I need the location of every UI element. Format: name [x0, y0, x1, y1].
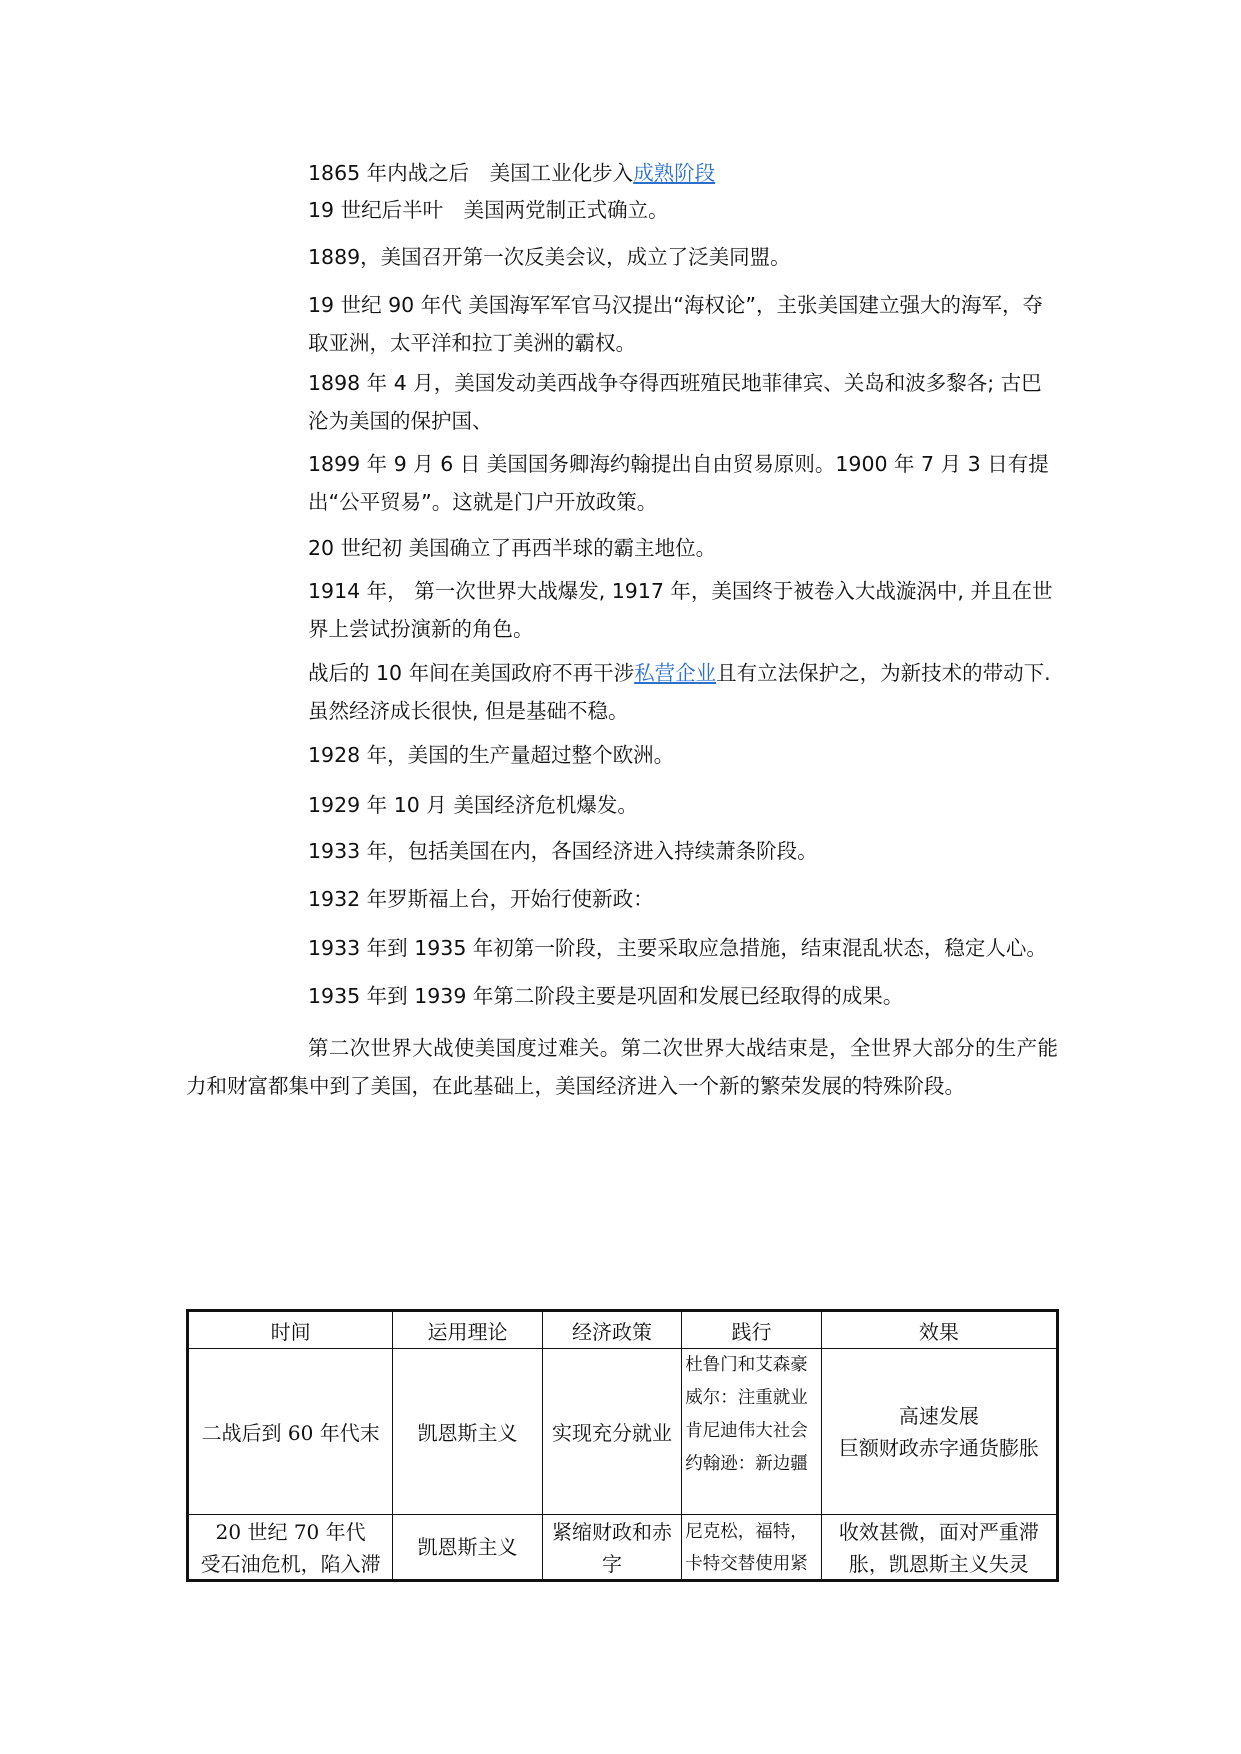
paragraph-1914 [308, 572, 1060, 648]
paragraph-1898 [308, 364, 1060, 440]
header-time: 时间 [188, 1311, 393, 1349]
paragraph-text: 1933 年到 1935 年初第一阶段，主要采取应急措施，结束混乱状态，稳定人心。 [308, 936, 1047, 960]
cell-theory: 凯恩斯主义 [393, 1515, 542, 1581]
paragraph-text: 1933 年，包括美国在内，各国经济进入持续萧条阶段。 [308, 839, 818, 863]
paragraph-text: 19 世纪后半叶 美国两党制正式确立。 [308, 198, 669, 222]
practice-line: 杜鲁门和艾森豪 [685, 1355, 808, 1375]
header-theory: 运用理论 [393, 1311, 542, 1349]
paragraph-text: 19 世纪 90 年代 美国海军军官马汉提出“海权论”，主张美国建立强大的海军，夺取亚洲，太平洋和拉丁美洲的霸权。 [308, 293, 1043, 355]
cell-policy: 实现充分就业 [542, 1349, 682, 1515]
table-row [188, 1349, 1058, 1515]
policy-line: 紧缩财政和赤 [552, 1520, 672, 1544]
paragraph-1933-1935 [308, 929, 1060, 967]
paragraph-closing: 第二次世界大战使美国度过难关。第二次世界大战结束是，全世界大部分的生产能力和财富都集中到了美国，在此基础上，美国经济进入一个新的繁荣发展的特殊阶段。 [186, 1036, 1058, 1098]
cell-policy [542, 1515, 682, 1581]
practice-line: 卡特交替使用紧 [685, 1554, 808, 1574]
paragraph-text: 1935 年到 1939 年第二阶段主要是巩固和发展已经取得的成果。 [308, 984, 904, 1008]
paragraph-1932 [308, 880, 1060, 918]
paragraph-1928 [308, 736, 1060, 774]
paragraph-1865 [308, 154, 1060, 192]
paragraph-text: 战后的 10 年间在美国政府不再干涉 [308, 661, 635, 685]
paragraph-1933 [308, 832, 1060, 870]
paragraph-text: 1932 年罗斯福上台，开始行使新政： [308, 887, 654, 911]
cell-effect [821, 1349, 1057, 1515]
practice-line: 约翰逊：新边疆 [685, 1454, 808, 1474]
policy-line: 字 [602, 1552, 622, 1576]
table-header-row [188, 1311, 1058, 1349]
paragraph-postwar [308, 654, 1060, 730]
paragraph-20th-century [308, 529, 1060, 567]
paragraph-1889 [308, 238, 1060, 276]
time-line: 受石油危机，陷入滞 [200, 1552, 381, 1576]
table-row [188, 1515, 1058, 1581]
header-policy: 经济政策 [542, 1311, 682, 1349]
practice-line: 威尔：注重就业 [685, 1388, 808, 1408]
paragraph-1890s [308, 286, 1060, 362]
paragraph-text: 1899 年 9 月 6 日 美国国务卿海约翰提出自由贸易原则。1900 年 7 月 3 日有提出“公平贸易”。这就是门户开放政策。 [308, 452, 1049, 514]
practice-line: 尼克松，福特， [685, 1522, 808, 1542]
cell-practice [682, 1515, 822, 1581]
effect-line: 高速发展 [898, 1403, 979, 1428]
paragraph-text: 1914 年， 第一次世界大战爆发, 1917 年，美国终于被卷入大战漩涡中, 并且在世界上尝试扮演新的角色。 [308, 579, 1053, 641]
paragraph-1935-1939 [308, 977, 1060, 1015]
header-practice: 践行 [682, 1311, 822, 1349]
effect-line: 收效甚微，面对严重滞 [838, 1520, 1039, 1544]
paragraph-19th-century [308, 191, 1060, 229]
cell-time [188, 1515, 393, 1581]
paragraph-text: 且有立法保护之，为新技术的带动下. 虽然经济成长很快, 但是基础不稳。 [308, 661, 1051, 723]
time-line: 20 世纪 70 年代 [215, 1520, 366, 1544]
paragraph-text: 20 世纪初 美国确立了再西半球的霸主地位。 [308, 536, 717, 560]
paragraph-text: 1929 年 10 月 美国经济危机爆发。 [308, 793, 638, 817]
link-private-enterprise[interactable]: 私营企业 [634, 661, 717, 685]
header-effect: 效果 [821, 1311, 1057, 1349]
cell-time: 二战后到 60 年代末 [188, 1349, 393, 1515]
paragraph-text: 1928 年，美国的生产量超过整个欧洲。 [308, 743, 675, 767]
paragraph-text: 1865 年内战之后 美国工业化步入 [308, 161, 634, 185]
paragraph-text: 1898 年 4 月，美国发动美西战争夺得西班殖民地菲律宾、关岛和波多黎各; 古巴沦为美国的保护国、 [308, 371, 1042, 433]
paragraph-1899 [308, 445, 1060, 521]
paragraph-1929 [308, 786, 1060, 824]
cell-effect [821, 1515, 1057, 1581]
cell-practice [682, 1349, 822, 1515]
economic-policy-table [186, 1309, 1059, 1582]
effect-line: 胀，凯恩斯主义失灵 [848, 1552, 1029, 1576]
paragraph-text: 1889，美国召开第一次反美会议，成立了泛美同盟。 [308, 245, 791, 269]
practice-line: 肯尼迪伟大社会 [685, 1421, 808, 1441]
effect-line: 巨额财政赤字通货膨胀 [838, 1435, 1039, 1460]
link-mature-stage[interactable]: 成熟阶段 [633, 161, 716, 185]
cell-theory: 凯恩斯主义 [393, 1349, 542, 1515]
